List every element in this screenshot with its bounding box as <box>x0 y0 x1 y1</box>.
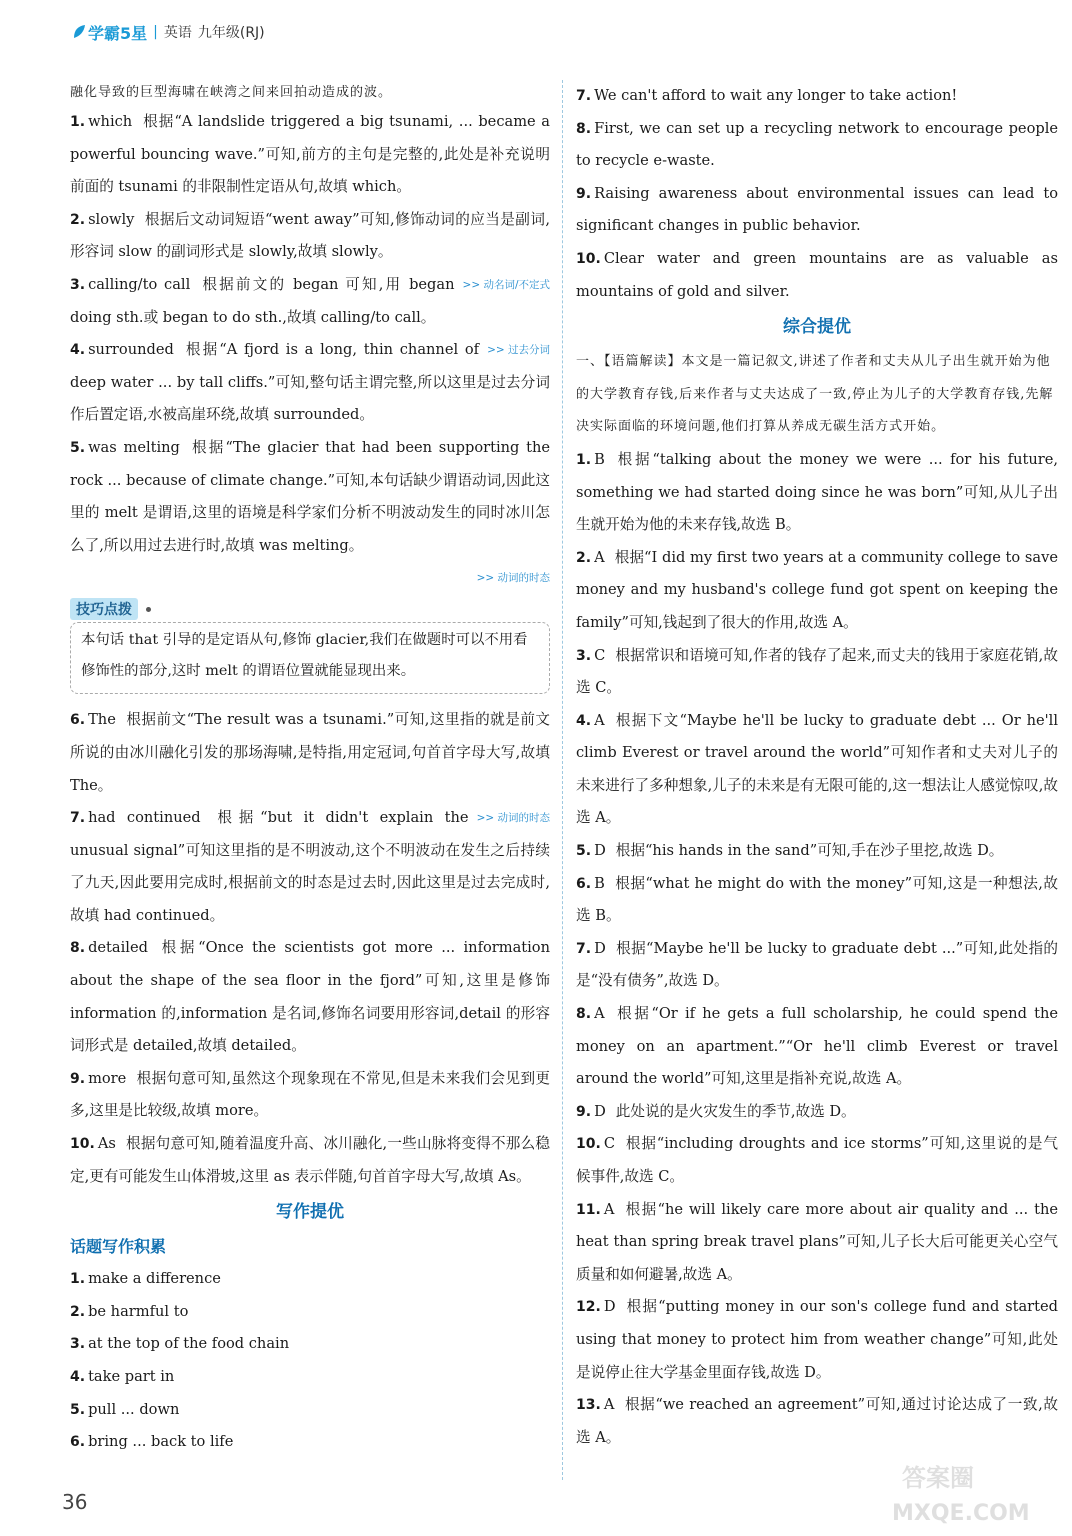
knowledge-tag: >> 动名词/不定式 <box>462 278 550 291</box>
item-explanation: Clear water and green mountains are as valuable as mountains of gold and silver. <box>576 249 1058 300</box>
item-explanation: 根据“he will likely care more about air quality and ... the heat than spring break travel plans”可知,儿子长大后可能更关心空气质量和如何避暑,故选 A。 <box>576 1200 1058 1283</box>
answer-list-b <box>70 704 550 1193</box>
item-explanation: 根据句意可知,虽然这个现象现在不常见,但是未来我们会见到更多,这里是比较级,故填 more。 <box>70 1069 550 1120</box>
item-answer: A <box>603 1200 615 1218</box>
item-explanation: 根据“but it didn't explain the unusual signal”可知这里指的是不明波动,这个不明波动在发生之后持续了九天,因此要用完成时,根据前文的时态是过去时,因此这里是过去完成时,故填 had continued。 <box>70 809 550 924</box>
item-explanation: 根据下文“Maybe he'll be lucky to graduate debt ... Or he'll climb Everest or travel around the world”可知作者和丈夫对儿子的未来进行了多种想象,儿子的未来是有无限可能的,这一想法让人感觉惊叹,故选 A。 <box>576 711 1058 827</box>
item-explanation: 根据“A landslide triggered a big tsunami, ... became a powerful bouncing wave.”可知,前方的主句是完整的,此处是补充说明前面的 tsunami 的非限制性定语从句,故填 which。 <box>70 113 550 196</box>
item-explanation: bring ... back to life <box>88 1433 234 1451</box>
answer-item <box>70 1063 550 1128</box>
item-explanation: We can't afford to wait any longer to take action! <box>594 87 958 104</box>
item-number: 1. <box>70 114 86 130</box>
item-explanation: at the top of the food chain <box>88 1335 290 1353</box>
item-number: 3. <box>70 1336 86 1353</box>
item-explanation: 根据句意可知,随着温度升高、冰川融化,一些山脉将变得不那么稳定,更有可能发生山体滑坡,这里 as 表示伴随,句首首字母大写,故填 As。 <box>70 1135 550 1185</box>
tips-box <box>70 622 550 694</box>
phrase-list <box>70 1263 550 1459</box>
tips-section <box>70 598 550 694</box>
answer-item <box>576 1096 1058 1129</box>
item-number: 4. <box>70 1369 86 1385</box>
item-answer: B <box>594 874 605 892</box>
item-answer: D <box>594 1102 606 1120</box>
leaf-icon <box>72 24 86 40</box>
item-number: 8. <box>576 1006 592 1023</box>
item-answer: which <box>88 113 133 130</box>
item-number: 12. <box>576 1299 601 1316</box>
answer-item <box>70 334 550 432</box>
answer-item <box>576 1128 1058 1193</box>
intro-line: 融化导致的巨型海啸在峡湾之间来回拍动造成的波。 <box>70 85 393 100</box>
item-answer: D <box>594 842 606 860</box>
answer-item <box>576 444 1058 542</box>
item-explanation: 根据“what he might do with the money”可知,这是一种想法,故选 B。 <box>576 874 1058 925</box>
answer-item <box>70 932 550 1062</box>
tips-label: 技巧点拨 <box>70 598 138 620</box>
item-answer: detailed <box>88 939 148 957</box>
answer-item <box>70 1128 550 1193</box>
item-answer: more <box>88 1069 127 1087</box>
item-answer: B <box>594 450 605 468</box>
item-number: 10. <box>70 1136 95 1153</box>
tips-header <box>70 598 550 620</box>
answer-item <box>576 1291 1058 1389</box>
answer-item <box>70 1426 550 1459</box>
answer-item <box>70 269 550 334</box>
item-number: 7. <box>576 940 592 957</box>
answer-item <box>576 1194 1058 1292</box>
bullet-dot-icon <box>146 607 151 612</box>
item-number: 4. <box>576 712 592 729</box>
choice-answer-list <box>576 444 1058 1454</box>
item-explanation: 根据后文动词短语“went away”可知,修饰动词的应当是副词,形容词 slow 的副词形式是 slowly,故填 slowly。 <box>70 210 550 261</box>
answer-item <box>70 204 550 269</box>
answer-item <box>70 1394 550 1427</box>
answer-item <box>70 106 550 204</box>
left-column <box>70 80 550 1459</box>
item-number: 9. <box>576 185 592 202</box>
item-number: 2. <box>576 549 592 566</box>
item-answer: A <box>594 711 605 729</box>
writing-section-title: 写作提优 <box>276 1202 344 1223</box>
item-explanation: 根据“putting money in our son's college fund and started using that money to protect him from weather change”可知,此处是说停止往大学基金里面存钱,故选 D。 <box>576 1298 1058 1381</box>
item-explanation: 根据“The glacier that had been supporting the rock ... because of climate change.”可知,本句话缺少谓语动词,因此这里的 melt 是谓语,这里的语境是科学家们分析不明波动发生的同时冰川怎么了,所以用过去进行时,故填 was melting。 <box>70 438 550 554</box>
answer-item <box>576 542 1058 640</box>
answer-item <box>576 243 1058 308</box>
item-number: 13. <box>576 1397 601 1414</box>
item-explanation: 根据前文“The result was a tsunami.”可知,这里指的就是前文所说的由冰川融化引发的那场海啸,是特指,用定冠词,句首首字母大写,故填 The。 <box>70 711 550 794</box>
item-answer: C <box>594 646 606 664</box>
item-number: 3. <box>70 276 86 293</box>
item-answer: A <box>594 1005 605 1023</box>
page-number: 36 <box>62 1490 88 1514</box>
item-answer: had continued <box>88 809 201 827</box>
header-subject: 英语 <box>163 25 192 41</box>
tag-verb-tense: >> 动词的时态 <box>476 572 550 585</box>
brand-logo <box>72 21 147 44</box>
item-explanation: Raising awareness about environmental issues can lead to significant changes in public behavior. <box>576 184 1058 235</box>
answer-item <box>576 178 1058 243</box>
right-column <box>576 80 1058 1454</box>
watermark-bottom: MXQE.COM <box>892 1501 1030 1526</box>
item-answer: As <box>97 1135 116 1153</box>
item-explanation: 根据“we reached an agreement”可知,通过讨论达成了一致,故选 A。 <box>576 1396 1058 1446</box>
answer-item <box>70 802 550 932</box>
item-explanation: 根据“talking about the money we were ... for his future, something we had started doing since he was born”可知,从儿子出生就开始为他的未来存钱,故选 B。 <box>576 450 1058 534</box>
knowledge-tag: >> 动词的时态 <box>476 812 550 825</box>
answer-item <box>576 933 1058 998</box>
item-answer: D <box>603 1298 616 1316</box>
item-number: 11. <box>576 1201 601 1218</box>
item-number: 8. <box>70 940 86 957</box>
item-number: 8. <box>576 120 592 137</box>
item-answer: was melting <box>88 438 180 456</box>
item-number: 1. <box>70 1271 86 1288</box>
knowledge-tag: >> 过去分词 <box>487 344 550 357</box>
answer-list-a <box>70 106 550 562</box>
item-answer: C <box>603 1135 615 1153</box>
item-explanation: 根据“Maybe he'll be lucky to graduate debt ...”可知,此处指的是“没有债务”,故选 D。 <box>576 939 1058 990</box>
topic-subtitle: 话题写作积累 <box>70 1237 167 1257</box>
brand-name: 学霸5星 <box>88 23 148 43</box>
item-answer: D <box>594 939 606 957</box>
item-explanation: make a difference <box>88 1270 221 1288</box>
item-number: 7. <box>576 88 592 104</box>
item-number: 3. <box>576 647 592 664</box>
answer-item <box>576 998 1058 1096</box>
answer-item <box>576 1389 1058 1454</box>
sentence-list <box>576 80 1058 308</box>
item-explanation: 此处说的是火灾发生的季节,故选 D。 <box>615 1102 856 1120</box>
item-number: 6. <box>70 712 86 729</box>
column-divider <box>562 80 563 1480</box>
item-number: 6. <box>70 1434 86 1451</box>
page-header <box>72 20 265 44</box>
tips-text: 本句话 that 引导的是定语从句,修饰 glacier,我们在做题时可以不用看修饰性的部分,这时 melt 的谓语位置就能显现出来。 <box>81 632 528 680</box>
item-number: 5. <box>576 843 592 860</box>
item-number: 5. <box>70 439 86 456</box>
item-number: 4. <box>70 342 86 359</box>
item-number: 5. <box>70 1401 86 1418</box>
item-explanation: pull ... down <box>88 1400 180 1418</box>
item-explanation: take part in <box>88 1368 175 1385</box>
answer-item <box>70 1263 550 1296</box>
item-number: 2. <box>70 1303 86 1320</box>
item-answer: The <box>88 711 116 729</box>
item-explanation: 根据“including droughts and ice storms”可知,这里说的是气候事件,故选 C。 <box>576 1135 1058 1185</box>
answer-item <box>576 80 1058 113</box>
item-number: 10. <box>576 250 601 267</box>
answer-item <box>576 868 1058 933</box>
watermark-logo <box>884 1454 1064 1528</box>
answer-item <box>70 704 550 802</box>
item-number: 9. <box>576 1103 592 1120</box>
item-number: 2. <box>70 211 86 228</box>
item-answer: surrounded <box>88 341 174 359</box>
item-explanation: 根据“I did my first two years at a community college to save money and my husband's college fund got spent on keeping the family”可知,钱起到了很大的作用,故选 A。 <box>576 548 1058 631</box>
item-explanation: 根据常识和语境可知,作者的钱存了起来,而丈夫的钱用于家庭花销,故选 C。 <box>576 646 1058 697</box>
answer-item <box>576 835 1058 868</box>
item-number: 10. <box>576 1136 601 1153</box>
answer-item <box>70 432 550 562</box>
header-grade: 九年级(RJ) <box>197 25 265 41</box>
item-explanation: 根据“Or if he gets a full scholarship, he could spend the money on an apartment.”“Or he'll climb Everest or travel around the world”可知,这里是指补充说,故选 A。 <box>576 1005 1058 1088</box>
item-answer: A <box>603 1396 615 1414</box>
item-explanation: 根据“Once the scientists got more ... information about the shape of the sea floor in the fjord”可知,这里是修饰 information 的,information 是名词,修饰名词要用形容词,detail 的形容词形式是 detailed,故填 detailed。 <box>70 939 550 1055</box>
answer-item <box>576 113 1058 178</box>
header-separator: | <box>153 24 158 40</box>
item-explanation: 根据“A fjord is a long, thin channel of deep water ... by tall cliffs.”可知,整句话主谓完整,所以这里是过去分词作后置定语,水被高崖环绕,故填 surrounded。 <box>70 341 550 424</box>
item-number: 6. <box>576 875 592 892</box>
item-number: 9. <box>70 1070 86 1087</box>
answer-item <box>70 1328 550 1361</box>
item-explanation: be harmful to <box>88 1302 189 1320</box>
passage-analysis: 一、【语篇解读】本文是一篇记叙文,讲述了作者和丈夫从儿子出生就开始为他的大学教育存钱,后来作者与丈夫达成了一致,停止为儿子的大学教育存钱,先解决实际面临的环境问题,他们打算从养成无碳生活方式开始。 <box>576 354 1054 435</box>
item-explanation: 根据前文的 began 可知,用 began doing sth.或 began to do sth.,故填 calling/to call。 <box>70 275 455 326</box>
item-explanation: 根据“his hands in the sand”可知,手在沙子里挖,故选 D。 <box>615 842 1004 860</box>
item-answer: slowly <box>88 210 135 228</box>
item-explanation: First, we can set up a recycling network to encourage people to recycle e-waste. <box>576 119 1058 170</box>
answer-item <box>70 1296 550 1329</box>
answer-item <box>576 705 1058 835</box>
item-answer: calling/to call <box>88 275 191 293</box>
item-answer: A <box>594 548 605 566</box>
answer-item <box>576 640 1058 705</box>
item-number: 7. <box>70 810 86 827</box>
answer-item <box>70 1361 550 1394</box>
comprehensive-section-title: 综合提优 <box>783 317 851 338</box>
watermark-top: 答案圈 <box>902 1464 974 1492</box>
item-number: 1. <box>576 451 592 468</box>
